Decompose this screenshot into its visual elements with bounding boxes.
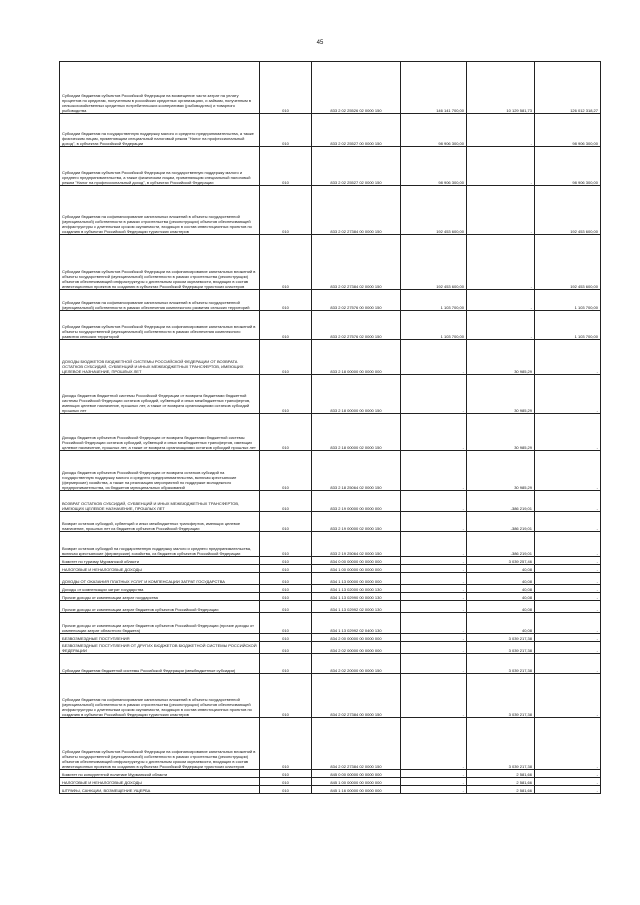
row-code: 010 [260, 451, 312, 491]
row-remaining: - [535, 585, 601, 593]
table-row [60, 557, 601, 565]
row-remaining: - [535, 642, 601, 654]
row-executed: -386 219,01 [467, 532, 535, 557]
row-kbk: 833 2 19 00000 02 0000 150 [312, 512, 401, 532]
row-executed: 3 039 257,46 [467, 557, 535, 565]
row-kbk: 834 1 13 02992 02 0000 130 [312, 601, 401, 613]
table-row [60, 634, 601, 642]
row-approved: 98 906 300,00 [401, 114, 467, 147]
table-row [60, 62, 601, 114]
row-kbk: 834 1 13 02000 00 0000 130 [312, 585, 401, 593]
row-approved: - [401, 375, 467, 414]
row-remaining: - [535, 654, 601, 674]
table-row [60, 491, 601, 512]
row-name: Прочие доходы от компенсации затрат бюджетов субъектов Российской Федерации (прочие доходы от компенсации затрат областного бюджета) [60, 613, 260, 634]
page-number: 45 [316, 40, 324, 46]
row-kbk: 833 2 02 27576 02 0000 150 [312, 311, 401, 340]
row-approved: - [401, 778, 467, 786]
row-approved: - [401, 634, 467, 642]
row-name: Прочие доходы от компенсации затрат бюджетов субъектов Российской Федерации [60, 601, 260, 613]
row-remaining: - [535, 593, 601, 601]
row-code: 010 [260, 557, 312, 565]
row-executed: 30 985,29 [467, 451, 535, 491]
row-approved: 1 103 700,00 [401, 311, 467, 340]
row-remaining: - [535, 778, 601, 786]
table-row [60, 593, 601, 601]
row-executed: 10 129 581,73 [467, 62, 535, 114]
row-code: 010 [260, 613, 312, 634]
table-row [60, 573, 601, 585]
row-kbk: 833 2 02 27384 00 0000 150 [312, 186, 401, 235]
row-code: 010 [260, 573, 312, 585]
row-kbk: 834 1 13 00000 00 0000 000 [312, 573, 401, 585]
row-remaining: 126 012 318,27 [535, 62, 601, 114]
row-executed: 40,08 [467, 585, 535, 593]
row-remaining: 98 906 300,00 [535, 114, 601, 147]
row-approved: - [401, 654, 467, 674]
row-executed: - [467, 147, 535, 186]
row-remaining: - [535, 770, 601, 778]
row-remaining: - [535, 565, 601, 573]
row-name: Субсидии бюджетам субъектов Российской Федерации на государственную поддержку малого и среднего предпринимательства, а также физическим лицам, применяющим специальный налоговый режим "Налог на профессиональный доход", в субъектах Российской Федерации [60, 147, 260, 186]
row-code: 010 [260, 674, 312, 718]
row-code: 010 [260, 778, 312, 786]
table-row [60, 114, 601, 147]
row-kbk: 833 2 18 00000 00 0000 000 [312, 340, 401, 375]
row-code: 010 [260, 375, 312, 414]
row-name: Доходы от компенсации затрат государства [60, 585, 260, 593]
row-executed: 30 985,29 [467, 414, 535, 451]
row-remaining: - [535, 414, 601, 451]
row-code: 010 [260, 601, 312, 613]
row-approved: - [401, 565, 467, 573]
table-row [60, 311, 601, 340]
table-row [60, 786, 601, 794]
row-code: 010 [260, 634, 312, 642]
row-approved: - [401, 557, 467, 565]
table-row [60, 147, 601, 186]
row-remaining: - [535, 613, 601, 634]
row-name: Субсидии бюджетам на софинансирование капитальных вложений в объекты государственной (муниципальной) собственности в рамках строительства (реконструкции) объектов обеспечивающей инфраструктуры с длительным сроком окупаемости, входящих в состав инвестиционных проектов по созданию в субъектах Российской Федерации туристских кластеров [60, 186, 260, 235]
row-code: 010 [260, 585, 312, 593]
row-kbk: 845 0 00 00000 00 0000 000 [312, 770, 401, 778]
row-executed: 2 581,66 [467, 778, 535, 786]
row-remaining: 1 103 700,00 [535, 290, 601, 311]
table-row [60, 340, 601, 375]
row-code: 010 [260, 718, 312, 770]
row-executed: - [467, 311, 535, 340]
row-executed: 3 039 217,38 [467, 674, 535, 718]
row-executed: -386 219,01 [467, 491, 535, 512]
table-row [60, 674, 601, 718]
row-kbk: 833 2 18 00000 00 0000 150 [312, 375, 401, 414]
row-approved: - [401, 451, 467, 491]
row-remaining: - [535, 340, 601, 375]
row-code: 010 [260, 147, 312, 186]
row-name: Субсидии бюджетам на софинансирование капитальных вложений в объекты государственной (муниципальной) собственности в рамках строительства (реконструкции) объектов обеспечивающей инфраструктуры с длительным сроком окупаемости, входящих в состав инвестиционных проектов по созданию в субъектах Российской Федерации туристских кластеров [60, 674, 260, 718]
row-approved: - [401, 512, 467, 532]
row-code: 010 [260, 512, 312, 532]
row-approved: 1 103 700,00 [401, 290, 467, 311]
row-code: 010 [260, 770, 312, 778]
row-name: Возврат остатков субсидий на государственную поддержку малого и среднего предпринимательства, включая крестьянские (фермерские) хозяйства, из бюджетов субъектов Российской Федерации [60, 532, 260, 557]
row-name: Субсидии бюджетам бюджетной системы Российской Федерации (межбюджетные субсидии) [60, 654, 260, 674]
row-remaining: 98 906 300,00 [535, 147, 601, 186]
row-approved: - [401, 573, 467, 585]
row-remaining: - [535, 573, 601, 585]
row-approved: - [401, 601, 467, 613]
row-remaining: - [535, 491, 601, 512]
table-row [60, 601, 601, 613]
row-name: Комитет по туризму Мурманской области [60, 557, 260, 565]
row-kbk: 834 2 02 20000 00 0000 150 [312, 654, 401, 674]
row-name: Субсидии бюджетам на софинансирование капитальных вложений в объекты государственной (муниципальной) собственности в рамках обеспечения комплексного развития сельских территорий [60, 290, 260, 311]
row-approved: - [401, 532, 467, 557]
row-code: 010 [260, 654, 312, 674]
row-code: 010 [260, 786, 312, 794]
row-approved: - [401, 491, 467, 512]
row-kbk: 834 2 02 27384 00 0000 150 [312, 674, 401, 718]
table-row [60, 512, 601, 532]
row-remaining: - [535, 718, 601, 770]
row-name: Доходы бюджетов субъектов Российской Федерации от возврата остатков субсидий на государственную поддержку малого и среднего предпринимательства, включая крестьянские (фермерские) хозяйства, а также на реализацию мероприятий по поддержке молодежного предпринимательства, из бюджетов муниципальных образований [60, 451, 260, 491]
row-executed: 2 581,66 [467, 770, 535, 778]
row-approved: - [401, 613, 467, 634]
table-row [60, 778, 601, 786]
row-code: 010 [260, 62, 312, 114]
row-approved: - [401, 786, 467, 794]
row-approved: - [401, 593, 467, 601]
row-name: ДОХОДЫ ОТ ОКАЗАНИЯ ПЛАТНЫХ УСЛУГ И КОМПЕНСАЦИИ ЗАТРАТ ГОСУДАРСТВА [60, 573, 260, 585]
row-executed: - [467, 290, 535, 311]
row-executed: 40,08 [467, 601, 535, 613]
row-approved: 192 453 600,00 [401, 186, 467, 235]
row-remaining: 192 453 600,00 [535, 186, 601, 235]
row-kbk: 833 2 02 27384 02 0000 150 [312, 235, 401, 290]
row-remaining: - [535, 674, 601, 718]
row-approved: 192 453 600,00 [401, 235, 467, 290]
row-kbk: 834 1 00 00000 00 0000 000 [312, 565, 401, 573]
row-remaining: - [535, 512, 601, 532]
row-code: 010 [260, 491, 312, 512]
table-row [60, 585, 601, 593]
row-executed: 3 039 217,38 [467, 654, 535, 674]
row-remaining: - [535, 375, 601, 414]
row-executed: 40,08 [467, 573, 535, 585]
table-row [60, 186, 601, 235]
row-kbk: 845 1 16 00000 00 0000 000 [312, 786, 401, 794]
row-executed: - [467, 114, 535, 147]
row-name: Доходы бюджетов бюджетной системы Российской Федерации от возврата бюджетами бюджетной системы Российской Федерации остатков субсидий, субвенций и иных межбюджетных трансфертов, имеющих целевое назначение, прошлых лет, а также от возврата организациями остатков субсидий прошлых лет [60, 375, 260, 414]
row-remaining: - [535, 634, 601, 642]
row-approved: - [401, 718, 467, 770]
row-kbk: 833 2 19 00000 00 0000 000 [312, 491, 401, 512]
row-code: 010 [260, 565, 312, 573]
row-code: 010 [260, 340, 312, 375]
row-approved: - [401, 642, 467, 654]
table-row [60, 654, 601, 674]
table-row [60, 451, 601, 491]
row-kbk: 833 2 02 25527 00 0000 150 [312, 114, 401, 147]
row-kbk: 834 2 02 27384 02 0000 150 [312, 718, 401, 770]
row-name: ДОХОДЫ БЮДЖЕТОВ БЮДЖЕТНОЙ СИСТЕМЫ РОССИЙСКОЙ ФЕДЕРАЦИИ ОТ ВОЗВРАТА ОСТАТКОВ СУБСИДИЙ, СУБВЕНЦИЙ И ИНЫХ МЕЖБЮДЖЕТНЫХ ТРАНСФЕРТОВ, ИМЕЮЩИХ ЦЕЛЕВОЕ НАЗНАЧЕНИЕ, ПРОШЛЫХ ЛЕТ [60, 340, 260, 375]
row-executed: 3 039 217,38 [467, 634, 535, 642]
row-kbk: 834 1 13 02992 02 0400 130 [312, 613, 401, 634]
row-kbk: 833 2 02 27576 00 0000 150 [312, 290, 401, 311]
row-name: Субсидии бюджетам на государственную поддержку малого и среднего предпринимательства, а также физическим лицам, применяющим специальный налоговый режим "Налог на профессиональный доход", в субъектах Российской Федерации [60, 114, 260, 147]
row-executed: - [467, 186, 535, 235]
row-name: НАЛОГОВЫЕ И НЕНАЛОГОВЫЕ ДОХОДЫ [60, 778, 260, 786]
table-row [60, 642, 601, 654]
table-row [60, 235, 601, 290]
table-row [60, 565, 601, 573]
row-name: Субсидии бюджетам субъектов Российской Федерации на софинансирование капитальных вложений в объекты государственной (муниципальной) собственности в рамках строительства (реконструкции) объектов обеспечивающей инфраструктуры с длительным сроком окупаемости, входящих в состав инвестиционных проектов по созданию в субъектах Российской Федерации туристских кластеров [60, 718, 260, 770]
row-name: БЕЗВОЗМЕЗДНЫЕ ПОСТУПЛЕНИЯ ОТ ДРУГИХ БЮДЖЕТОВ БЮДЖЕТНОЙ СИСТЕМЫ РОССИЙСКОЙ ФЕДЕРАЦИИ [60, 642, 260, 654]
row-remaining: - [535, 601, 601, 613]
row-remaining: - [535, 786, 601, 794]
row-kbk: 845 1 00 00000 00 0000 000 [312, 778, 401, 786]
row-kbk: 834 0 00 00000 00 0000 000 [312, 557, 401, 565]
row-name: Комитет по конкурентной политике Мурманской области [60, 770, 260, 778]
table-row [60, 290, 601, 311]
row-remaining: - [535, 532, 601, 557]
row-code: 010 [260, 642, 312, 654]
row-approved: - [401, 770, 467, 778]
row-approved: - [401, 674, 467, 718]
row-name: Прочие доходы от компенсации затрат государства [60, 593, 260, 601]
row-executed: 40,08 [467, 613, 535, 634]
row-name: НАЛОГОВЫЕ И НЕНАЛОГОВЫЕ ДОХОДЫ [60, 565, 260, 573]
row-executed: 2 581,66 [467, 786, 535, 794]
row-remaining: 1 103 700,00 [535, 311, 601, 340]
row-executed: 40,08 [467, 565, 535, 573]
row-approved: - [401, 340, 467, 375]
row-name: Доходы бюджетов субъектов Российской Федерации от возврата бюджетами бюджетной системы Российской Федерации остатков субсидий, субвенций и иных межбюджетных трансфертов, имеющих целевое назначение, прошлых лет, а также от возврата организациями остатков субсидий прошлых лет [60, 414, 260, 451]
row-kbk: 833 2 19 25064 02 0000 150 [312, 532, 401, 557]
table-row [60, 718, 601, 770]
row-name: Субсидии бюджетам субъектов Российской Федерации на софинансирование капитальных вложений в объекты государственной (муниципальной) собственности в рамках обеспечения комплексного развития сельских территорий [60, 311, 260, 340]
row-executed: 3 039 217,38 [467, 642, 535, 654]
row-name: ШТРАФЫ, САНКЦИИ, ВОЗМЕЩЕНИЕ УЩЕРБА [60, 786, 260, 794]
row-executed: - [467, 235, 535, 290]
row-executed: 30 985,29 [467, 375, 535, 414]
table-row [60, 770, 601, 778]
row-kbk: 833 2 02 25527 02 0000 150 [312, 147, 401, 186]
row-kbk: 834 2 02 00000 00 0000 000 [312, 642, 401, 654]
row-executed: 30 985,29 [467, 340, 535, 375]
row-approved: - [401, 585, 467, 593]
table-row [60, 375, 601, 414]
row-remaining: - [535, 557, 601, 565]
row-approved: 98 906 300,00 [401, 147, 467, 186]
row-kbk: 833 2 18 25064 02 0000 150 [312, 451, 401, 491]
row-code: 010 [260, 235, 312, 290]
row-name: БЕЗВОЗМЕЗДНЫЕ ПОСТУПЛЕНИЯ [60, 634, 260, 642]
row-kbk: 834 1 13 02990 00 0000 130 [312, 593, 401, 601]
row-remaining: 192 453 600,00 [535, 235, 601, 290]
row-executed: -386 219,01 [467, 512, 535, 532]
row-executed: 3 039 217,38 [467, 718, 535, 770]
row-name: Субсидии бюджетам субъектов Российской Федерации на софинансирование капитальных вложений в объекты государственной (муниципальной) собственности в рамках строительства (реконструкции) объектов обеспечивающей инфраструктуры с длительным сроком окупаемости, входящих в состав инвестиционных проектов по созданию в субъектах Российской Федерации туристских кластеров [60, 235, 260, 290]
table-row [60, 414, 601, 451]
row-approved: 146 141 700,00 [401, 62, 467, 114]
row-kbk: 833 2 02 25526 02 0000 150 [312, 62, 401, 114]
table-row [60, 613, 601, 634]
table-row [60, 532, 601, 557]
row-code: 010 [260, 414, 312, 451]
row-name: Субсидии бюджетам субъектов Российской Федерации на возмещение части затрат на уплату процентов по кредитам, полученным в российских кредитных организациях, и займам, полученным в сельскохозяйственных кредитных потребительских кооперативах (рыбоводство) и товарного рыбоводства [60, 62, 260, 114]
row-executed: 40,08 [467, 593, 535, 601]
row-kbk: 834 2 00 00000 00 0000 000 [312, 634, 401, 642]
revenue-table [59, 61, 601, 794]
row-code: 010 [260, 290, 312, 311]
row-code: 010 [260, 114, 312, 147]
row-code: 010 [260, 186, 312, 235]
row-code: 010 [260, 311, 312, 340]
row-code: 010 [260, 532, 312, 557]
row-kbk: 833 2 18 00000 02 0000 150 [312, 414, 401, 451]
row-code: 010 [260, 593, 312, 601]
row-name: Возврат остатков субсидий, субвенций и иных межбюджетных трансфертов, имеющих целевое назначение, прошлых лет из бюджетов субъектов Российской Федерации [60, 512, 260, 532]
row-name: ВОЗВРАТ ОСТАТКОВ СУБСИДИЙ, СУБВЕНЦИЙ И ИНЫХ МЕЖБЮДЖЕТНЫХ ТРАНСФЕРТОВ, ИМЕЮЩИХ ЦЕЛЕВОЕ НАЗНАЧЕНИЕ, ПРОШЛЫХ ЛЕТ [60, 491, 260, 512]
row-approved: - [401, 414, 467, 451]
row-remaining: - [535, 451, 601, 491]
